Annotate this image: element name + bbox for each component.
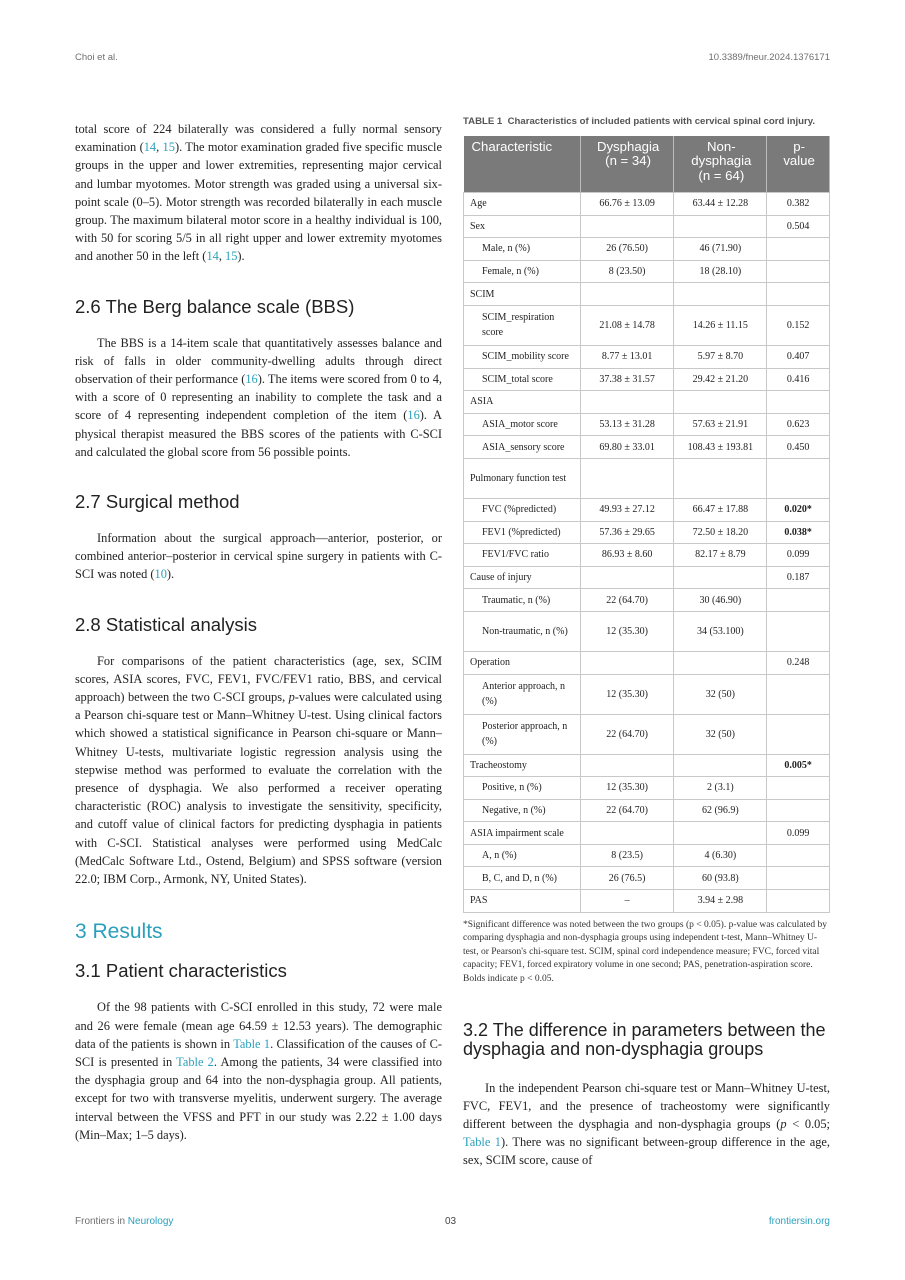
table-header-row	[464, 136, 830, 193]
table-row	[464, 822, 830, 845]
cell-dysphagia: 57.36 ± 29.65	[580, 521, 674, 544]
cell-non-dysphagia: 57.63 ± 21.91	[674, 413, 767, 436]
results-heading: 3 Results	[75, 920, 163, 944]
cell-non-dysphagia: 3.94 ± 2.98	[674, 890, 767, 913]
table-row	[464, 890, 830, 913]
cell-non-dysphagia	[674, 458, 767, 498]
table-row	[464, 238, 830, 261]
row-label: Traumatic, n (%)	[464, 589, 581, 612]
text: dysphagia	[691, 153, 752, 168]
cell-p-value: 0.152	[767, 305, 830, 345]
running-header-doi: 10.3389/fneur.2024.1376171	[708, 52, 830, 63]
citation-link[interactable]: 16	[245, 372, 258, 387]
cell-p-value	[767, 391, 830, 414]
text: Of the 98 patients with C-SCI enrolled in this study, 72 were male and 26 were female (mean age 64.59 ± 12.53 years). The demographic data of the patients is shown in	[75, 1000, 442, 1051]
text: Information about the surgical approach—anterior, posterior, or combined anterior–posterior in cervical spine surgery in patients with C-SCI was noted (	[75, 531, 442, 582]
row-label: FEV1 (%predicted)	[464, 521, 581, 544]
cell-dysphagia: 8.77 ± 13.01	[580, 345, 674, 368]
cell-p-value: 0.099	[767, 544, 830, 567]
cell-dysphagia: 53.13 ± 31.28	[580, 413, 674, 436]
cell-p-value	[767, 458, 830, 498]
section-heading-3-1: 3.1 Patient characteristics	[75, 960, 287, 982]
section-heading-3-2: 3.2 The difference in parameters between the dysphagia and non-dysphagia groups	[463, 1019, 826, 1059]
table-row	[464, 193, 830, 216]
cell-p-value: 0.416	[767, 368, 830, 391]
text: value	[783, 153, 815, 168]
cell-p-value: 0.248	[767, 651, 830, 674]
running-header-authors: Choi et al.	[75, 52, 118, 63]
cell-p-value	[767, 238, 830, 261]
citation-link[interactable]: 10	[154, 567, 167, 582]
text: ). There was no significant between-group difference in the age, sex, SCIM score, cause of	[463, 1135, 830, 1168]
table-row	[464, 611, 830, 651]
text: -values were calculated using a Pearson chi-square test or Mann–Whitney U-test. Using clinical factors which showed a statistical significance in Pearson chi-square or Mann–Whitney U-tests, multivariate logistic regression analysis using the stepwise method was performed to evaluate the correlation with the presence of dysphagia. We also performed a receiver operating characteristic (ROC) analysis to investigate the sensitivity, specificity, and cutoff value of clinical factors for predicting dysphagia in patients with C-SCI. Statistical analyses were performed using MedCalc (MedCalc Software Ltd., Ostend, Belgium) and SPSS software (version 22.0; IBM Corp., Armonk, NY, United States).	[75, 690, 442, 887]
row-label: Non-traumatic, n (%)	[464, 611, 581, 651]
cell-non-dysphagia: 72.50 ± 18.20	[674, 521, 767, 544]
row-label: SCIM_respiration score	[464, 305, 581, 345]
row-label: ASIA	[464, 391, 581, 414]
row-label: ASIA_sensory score	[464, 436, 581, 459]
text: p-	[793, 138, 805, 154]
cell-dysphagia: 8 (23.50)	[580, 260, 674, 283]
right-column	[463, 116, 830, 1170]
cell-p-value: 0.450	[767, 436, 830, 459]
text: total score of 224 bilaterally was considered a fully normal sensory examination (	[75, 122, 442, 155]
cell-p-value	[767, 890, 830, 913]
header-dysphagia	[580, 136, 674, 193]
table-row	[464, 566, 830, 589]
section-heading-2-8: 2.8 Statistical analysis	[75, 613, 258, 635]
cell-dysphagia	[580, 215, 674, 238]
text: . Classification of the causes of C-SCI is presented in	[75, 1036, 442, 1069]
row-label: Posterior approach, n (%)	[464, 714, 581, 754]
text: ,	[218, 249, 226, 264]
cell-p-value: 0.187	[767, 566, 830, 589]
text: . Among the patients, 34 were classified into the dysphagia group and 64 into the non-dysphagia group. All patients, except for two with transverse myelitis, underwent surgery. The average interval between the VFSS and PFT in our study was 2.22 ± 1.00 days (Min–Max; 1–5 days).	[75, 1054, 443, 1142]
header-non-dysphagia	[674, 136, 767, 193]
table-caption	[463, 116, 830, 129]
row-label: Female, n (%)	[464, 260, 581, 283]
row-label: Tracheostomy	[464, 754, 581, 777]
cell-dysphagia: 22 (64.70)	[580, 714, 674, 754]
table-row	[464, 521, 830, 544]
cell-dysphagia: 69.80 ± 33.01	[580, 436, 674, 459]
table-row	[464, 589, 830, 612]
italic-p: p	[780, 1117, 787, 1132]
row-label: Operation	[464, 651, 581, 674]
table-row	[464, 867, 830, 890]
cell-p-value: 0.020*	[767, 498, 830, 521]
cell-p-value: 0.382	[767, 193, 830, 216]
footer-site-link[interactable]: frontiersin.org	[768, 1216, 830, 1227]
cell-dysphagia: 12 (35.30)	[580, 674, 674, 714]
text: ). A physical therapist measured the BBS scores of the patients with C-SCI and calculated the global score from 56 possible points.	[75, 408, 442, 459]
text: In the independent Pearson chi-square test or Mann–Whitney U-test, FVC, FEV1, and the presence of tracheostomy were significantly different between the dysphagia and non-dysphagia groups (	[463, 1080, 830, 1132]
citation-link[interactable]: 15	[225, 249, 238, 264]
table-row	[464, 754, 830, 777]
table-row	[464, 544, 830, 567]
cell-dysphagia: 26 (76.50)	[580, 238, 674, 261]
cell-non-dysphagia: 60 (93.8)	[674, 867, 767, 890]
paragraph-bbs	[75, 334, 442, 461]
cell-p-value	[767, 611, 830, 651]
cell-dysphagia	[580, 754, 674, 777]
text: Frontiers in	[75, 1216, 128, 1227]
cell-p-value: 0.005*	[767, 754, 830, 777]
cell-p-value: 0.038*	[767, 521, 830, 544]
cell-dysphagia: 86.93 ± 8.60	[580, 544, 674, 567]
table-link[interactable]: Table 1	[463, 1135, 501, 1150]
cell-non-dysphagia: 32 (50)	[674, 714, 767, 754]
cell-non-dysphagia	[674, 822, 767, 845]
table-row	[464, 368, 830, 391]
row-label: Male, n (%)	[464, 238, 581, 261]
text: ).	[166, 567, 175, 582]
cell-p-value	[767, 777, 830, 800]
table-row	[464, 436, 830, 459]
row-label: Anterior approach, n (%)	[464, 674, 581, 714]
table-row	[464, 799, 830, 822]
cell-dysphagia	[580, 458, 674, 498]
table-row	[464, 260, 830, 283]
cell-non-dysphagia: 4 (6.30)	[674, 844, 767, 867]
row-label: FVC (%predicted)	[464, 498, 581, 521]
table-row	[464, 391, 830, 414]
row-label: SCIM_total score	[464, 368, 581, 391]
cell-dysphagia: 66.76 ± 13.09	[580, 193, 674, 216]
cell-dysphagia	[580, 566, 674, 589]
citation-link[interactable]: 14	[206, 249, 219, 264]
row-label: Age	[464, 193, 581, 216]
row-label: PAS	[464, 890, 581, 913]
row-label: SCIM_mobility score	[464, 345, 581, 368]
cell-p-value	[767, 799, 830, 822]
row-label: Pulmonary function test	[464, 458, 581, 498]
cell-non-dysphagia: 46 (71.90)	[674, 238, 767, 261]
cell-dysphagia: 22 (64.70)	[580, 589, 674, 612]
section-heading-2-6: 2.6 The Berg balance scale (BBS)	[75, 295, 355, 317]
cell-non-dysphagia	[674, 391, 767, 414]
cell-p-value	[767, 674, 830, 714]
text: The BBS is a 14-item scale that quantitatively assesses balance and risk of falls in older community-dwelling adults through direct observation of their performance (	[75, 335, 442, 387]
table-row	[464, 714, 830, 754]
table-row	[464, 651, 830, 674]
paragraph-patient-characteristics	[75, 998, 442, 1144]
table-title: Characteristics of included patients with cervical spinal cord injury.	[507, 116, 816, 127]
citation-link[interactable]: 14	[143, 140, 157, 155]
table-row	[464, 283, 830, 306]
row-label: Sex	[464, 215, 581, 238]
section-heading-2-7: 2.7 Surgical method	[75, 491, 240, 513]
text: ).	[237, 249, 245, 264]
text: < 0.05;	[786, 1117, 831, 1132]
cell-dysphagia: 8 (23.5)	[580, 844, 674, 867]
italic-p: p	[288, 690, 295, 705]
cell-dysphagia: 12 (35.30)	[580, 777, 674, 800]
left-column	[75, 120, 442, 1144]
text: For comparisons of the patient characteristics (age, sex, SCIM scores, ASIA scores, FVC, FEV1, FVC/FEV1 ratio, BBS, and cervical approach) between the two C-SCI groups,	[75, 653, 442, 705]
table-row	[464, 674, 830, 714]
table-row	[464, 498, 830, 521]
cell-dysphagia	[580, 822, 674, 845]
cell-p-value	[767, 260, 830, 283]
cell-non-dysphagia: 29.42 ± 21.20	[674, 368, 767, 391]
table-row	[464, 844, 830, 867]
cell-non-dysphagia: 34 (53.100)	[674, 611, 767, 651]
journal-link[interactable]: Neurology	[127, 1216, 174, 1227]
cell-dysphagia: 22 (64.70)	[580, 799, 674, 822]
cell-dysphagia: –	[580, 890, 674, 913]
cell-p-value: 0.099	[767, 822, 830, 845]
header-characteristic: Characteristic	[464, 136, 581, 193]
table-row	[464, 413, 830, 436]
cell-non-dysphagia: 62 (96.9)	[674, 799, 767, 822]
row-label: Cause of injury	[464, 566, 581, 589]
header-p-value	[767, 136, 830, 193]
cell-non-dysphagia: 30 (46.90)	[674, 589, 767, 612]
table-body	[464, 193, 830, 913]
cell-dysphagia	[580, 391, 674, 414]
paragraph-sensory-motor	[75, 120, 442, 266]
text: ). The motor examination graded five specific muscle groups in the upper and lower extremities, representing major cervical and lumbar myotomes. Motor strength was graded using a universal six-point scale (0–5). Motor strength was recorded bilaterally in each muscle group. The maximum bilateral motor score in a healthy individual is 100, with 50 for scoring 5/5 in all right upper and lower extremity myotomes and another 50 in the left (	[75, 140, 442, 264]
table-link[interactable]: Table 1	[233, 1036, 271, 1051]
cell-dysphagia	[580, 283, 674, 306]
row-label: Negative, n (%)	[464, 799, 581, 822]
cell-dysphagia: 21.08 ± 14.78	[580, 305, 674, 345]
cell-p-value: 0.504	[767, 215, 830, 238]
cell-non-dysphagia: 2 (3.1)	[674, 777, 767, 800]
cell-p-value	[767, 589, 830, 612]
table-footnote: *Significant difference was noted between the two groups (p < 0.05). p-value was calculated by comparing dysphagia and non-dysphagia groups using independent t-test, Mann–Whitney U-test, or Pearson's chi-square test. SCIM, spinal cord independence measure; FVC, forced vital capacity; FEV1, forced expiratory volume in one second; PAS, penetration-aspiration score. Bolds indicate p < 0.05.	[463, 919, 827, 985]
table-row	[464, 345, 830, 368]
row-label: B, C, and D, n (%)	[464, 867, 581, 890]
cell-non-dysphagia: 18 (28.10)	[674, 260, 767, 283]
cell-dysphagia: 12 (35.30)	[580, 611, 674, 651]
citation-link[interactable]: 16	[407, 408, 420, 423]
text: (n = 34)	[605, 153, 651, 168]
cell-dysphagia: 37.38 ± 31.57	[580, 368, 674, 391]
table-row	[464, 458, 830, 498]
citation-link[interactable]: 15	[162, 140, 175, 155]
cell-non-dysphagia	[674, 283, 767, 306]
cell-p-value	[767, 867, 830, 890]
cell-non-dysphagia: 32 (50)	[674, 674, 767, 714]
cell-non-dysphagia	[674, 754, 767, 777]
table-link[interactable]: Table 2	[176, 1054, 214, 1069]
footer-journal	[75, 1216, 173, 1227]
cell-non-dysphagia	[674, 651, 767, 674]
cell-p-value: 0.623	[767, 413, 830, 436]
cell-non-dysphagia: 108.43 ± 193.81	[674, 436, 767, 459]
table-row	[464, 305, 830, 345]
cell-non-dysphagia	[674, 215, 767, 238]
page-number: 03	[445, 1216, 457, 1227]
cell-p-value: 0.407	[767, 345, 830, 368]
cell-non-dysphagia: 82.17 ± 8.79	[674, 544, 767, 567]
row-label: A, n (%)	[464, 844, 581, 867]
cell-non-dysphagia: 14.26 ± 11.15	[674, 305, 767, 345]
row-label: FEV1/FVC ratio	[464, 544, 581, 567]
text: (n = 64)	[698, 167, 745, 183]
cell-dysphagia: 26 (76.5)	[580, 867, 674, 890]
cell-non-dysphagia: 63.44 ± 12.28	[674, 193, 767, 216]
row-label: Positive, n (%)	[464, 777, 581, 800]
cell-dysphagia	[580, 651, 674, 674]
cell-p-value	[767, 844, 830, 867]
row-label: ASIA_motor score	[464, 413, 581, 436]
cell-p-value	[767, 714, 830, 754]
text: Dysphagia	[596, 138, 660, 154]
cell-dysphagia: 49.93 ± 27.12	[580, 498, 674, 521]
cell-non-dysphagia	[674, 566, 767, 589]
paragraph-surgical	[75, 529, 442, 584]
cell-non-dysphagia: 66.47 ± 17.88	[674, 498, 767, 521]
paragraph-group-differences	[463, 1079, 830, 1170]
text: Non-	[707, 138, 736, 154]
table-row	[464, 215, 830, 238]
cell-p-value	[767, 283, 830, 306]
text: ). The items were scored from 0 to 4, with a score of 0 representing an inability to complete the task and a score of 4 representing independent completion of the item (	[75, 372, 442, 423]
row-label: ASIA impairment scale	[464, 822, 581, 845]
table-row	[464, 777, 830, 800]
characteristics-table	[463, 136, 830, 913]
row-label: SCIM	[464, 283, 581, 306]
paragraph-statistics	[75, 652, 442, 889]
table-label: TABLE 1	[463, 116, 503, 127]
text: ,	[156, 140, 163, 155]
cell-non-dysphagia: 5.97 ± 8.70	[674, 345, 767, 368]
